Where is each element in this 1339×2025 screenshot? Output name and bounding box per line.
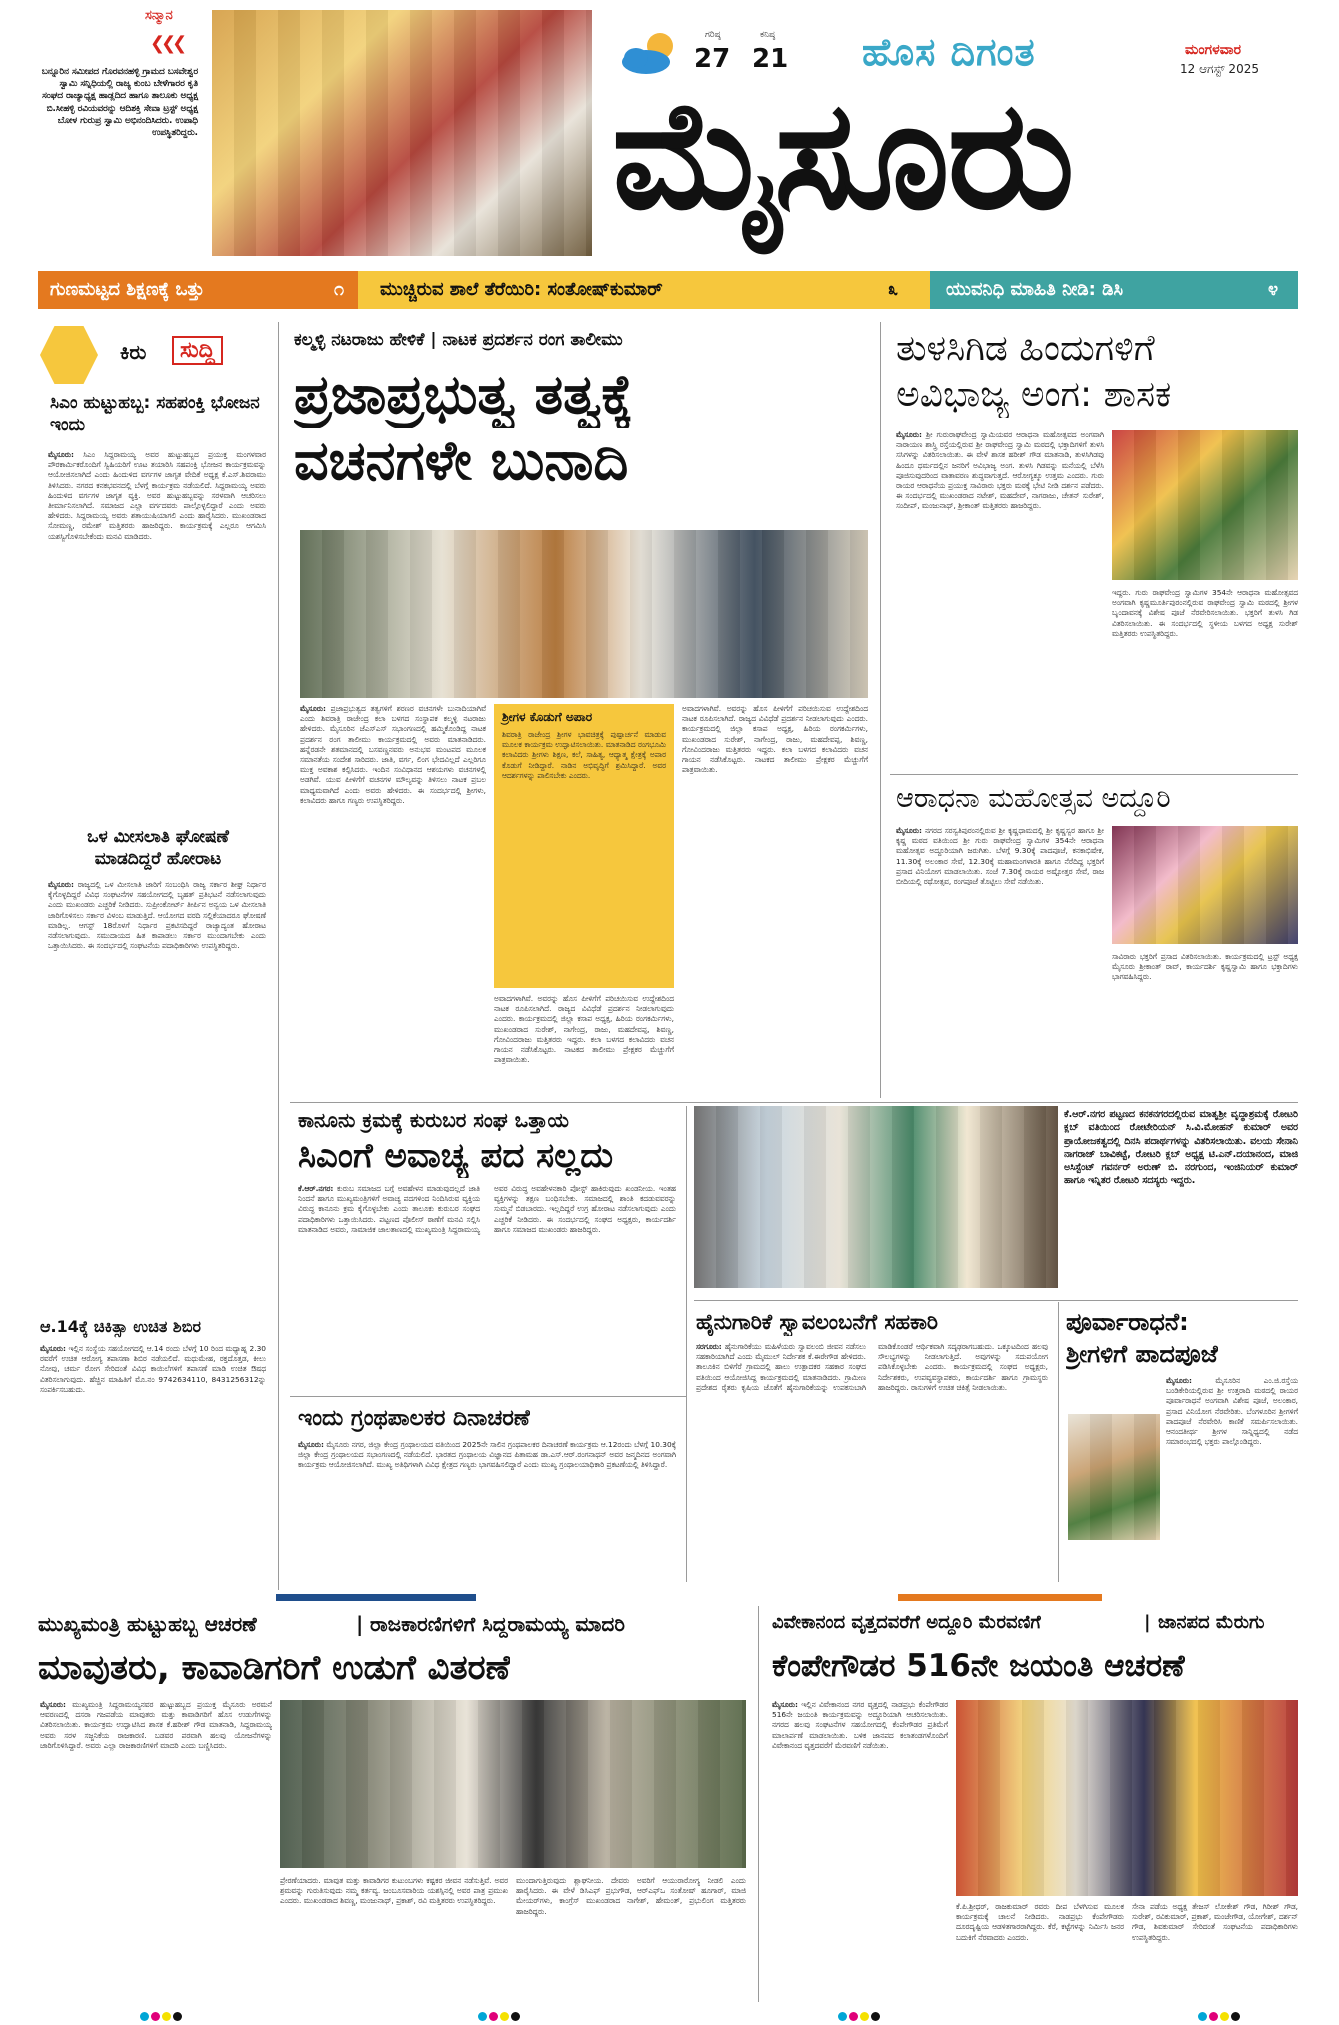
registration-marks: [478, 2006, 520, 2025]
hainugarike-headline: ಹೈನುಗಾರಿಕೆ ಸ್ವಾವಲಂಬನೆಗೆ ಸಹಕಾರಿ: [696, 1310, 939, 1334]
chevron-icon: ❮❮❮: [150, 33, 184, 54]
section-rule: [694, 1300, 1298, 1301]
kuruba-headline: ಸಿಎಂಗೆ ಅವಾಚ್ಯ ಪದ ಸಲ್ಲದು: [298, 1136, 614, 1176]
poorvaradhane-photo: [1068, 1414, 1160, 1540]
teaser-3-text: ಯುವನಿಧಿ ಮಾಹಿತಿ ನೀಡಿ: ಡಿಸಿ: [946, 279, 1123, 300]
lead-body-3-text: ಅವಾದಗಳಾಗಿವೆ. ಅವರನ್ನು ಹೊಸ ಪೀಳಿಗೆಗೆ ಪರಿಚಯಿಸುವ ಉದ್ದೇಶದಿಂದ ನಾಟಕ ರೂಪಿಸಲಾಗಿದೆ. ರಾಜ್ಯದ ವಿವಿಧೆಡೆ ಪ್ರದರ್ಶನ ನೀಡಲಾಗುವುದು ಎಂದರು. ಕಾರ್ಯಕ್ರಮದಲ್ಲಿ ಜಿಲ್ಲಾ ಕಸಾಪ ಅಧ್ಯಕ್ಷ, ಹಿರಿಯ ರಂಗಕರ್ಮಿಗಳು, ಮುಖಂಡರಾದ ಸುರೇಶ್, ನಾಗೇಂದ್ರ, ರಾಜು, ಮಹದೇವಪ್ಪ, ಶಿವಣ್ಣ, ಗೋವಿಂದರಾಜು ಮತ್ತಿತರರು ಇದ್ದರು. ಕಲಾ ಬಳಗದ ಕಲಾವಿದರು ವಚನ ಗಾಯನ ನಡೆಸಿಕೊಟ್ಟರು. ನಾಟಕದ ತಾಲೀಮು ಪ್ರೇಕ್ಷಕರ ಮೆಚ್ಚುಗೆಗೆ ಪಾತ್ರವಾಯಿತು.: [682, 704, 868, 775]
library-body-text: ಮೈಸೂರು ನಗರ, ಜಿಲ್ಲಾ ಕೇಂದ್ರ ಗ್ರಂಥಾಲಯದ ವತಿಯಿಂದ 2025ನೇ ಸಾಲಿನ ಗ್ರಂಥಪಾಲಕರ ದಿನಾಚರಣೆ ಕಾರ್ಯಕ್ರಮ ಆ.12ರಂದು ಬೆಳಗ್ಗೆ 10.30ಕ್ಕೆ ಜಿಲ್ಲಾ ಕೇಂದ್ರ ಗ್ರಂಥಾಲಯದ ಸಭಾಂಗಣದಲ್ಲಿ ನಡೆಯಲಿದೆ. ಭಾರತದ ಗ್ರಂಥಾಲಯ ವಿಜ್ಞಾನದ ಪಿತಾಮಹ ಡಾ.ಎಸ್.ಆರ್.ರಂಗನಾಥನ್ ಅವರ ಜನ್ಮದಿನದ ಅಂಗವಾಗಿ ಕಾರ್ಯಕ್ರಮ ಆಯೋಜಿಸಲಾಗಿದೆ. ಮುಖ್ಯ ಅತಿಥಿಗಳಾಗಿ ವಿವಿಧ ಕ್ಷೇತ್ರದ ಗಣ್ಯರು ಭಾಗವಹಿಸಲಿದ್ದಾರೆ ಎಂದು ಮುಖ್ಯ ಗ್ರಂಥಾಲಯಾಧಿಕಾರಿ ಪ್ರಕಟಣೆಯಲ್ಲಿ ತಿಳಿಸಿದ್ದಾರೆ.: [298, 1440, 676, 1470]
teaser-3[interactable]: [930, 271, 1298, 309]
lead-box: [494, 704, 674, 988]
aradhana-headline: ಆರಾಧನಾ ಮಹೋತ್ಸವ ಅದ್ದೂರಿ: [896, 783, 1171, 814]
hainugarike-body: [696, 1342, 1048, 1580]
registration-marks: [1198, 2006, 1240, 2025]
mavutharu-body-1-text: ಮುಖ್ಯಮಂತ್ರಿ ಸಿದ್ದರಾಮಯ್ಯನವರ ಹುಟ್ಟುಹಬ್ಬದ ಪ್ರಯುಕ್ತ ಮೈಸೂರು ಅರಮನೆ ಆವರಣದಲ್ಲಿ ದಸರಾ ಗಜಪಡೆಯ ಮಾವುತರು ಮತ್ತು ಕಾವಾಡಿಗರಿಗೆ ಹೊಸ ಉಡುಗೆಗಳನ್ನು ವಿತರಿಸಲಾಯಿತು. ಕಾರ್ಯಕ್ರಮ ಉದ್ಘಾಟಿಸಿದ ಶಾಸಕ ಕೆ.ಹರೀಶ್ ಗೌಡ ಮಾತನಾಡಿ, ಸಿದ್ದರಾಮಯ್ಯ ಅವರು ಸರಳ ಸಜ್ಜನಿಕೆಯ ರಾಜಕಾರಣಿ. ಬಡವರ ಪರವಾಗಿ ಹಲವು ಯೋಜನೆಗಳನ್ನು ಜಾರಿಗೊಳಿಸಿದ್ದಾರೆ. ಅವರು ಎಲ್ಲಾ ರಾಜಕಾರಣಿಗಳಿಗೆ ಮಾದರಿ ಎಂದು ಬಣ್ಣಿಸಿದರು.: [40, 1700, 272, 1750]
kempegowda-body-2-text: ಕೆ.ಪಿ.ಶ್ರೀಧರ್, ರಾಜಕುಮಾರ್ ರವರು ದೀಪ ಬೆಳಗಿಸುವ ಮೂಲಕ ಕಾರ್ಯಕ್ರಮಕ್ಕೆ ಚಾಲನೆ ನೀಡಿದರು. ನಾಡಪ್ರಭು ಕೆಂಪೇಗೌಡರು ದೂರದೃಷ್ಟಿಯ ಆಡಳಿತಗಾರರಾಗಿದ್ದರು. ಕೆರೆ, ಕಟ್ಟೆಗಳನ್ನು ನಿರ್ಮಿಸಿ ಜನರ ಬದುಕಿಗೆ ನೆರವಾದರು ಎಂದರು.: [956, 1902, 1124, 1942]
weather-max-label: ಗರಿಷ್ಠ: [705, 30, 721, 40]
kiru-3-title: ಆ.14ಕ್ಕೆ ಚಿಕಿತ್ಸಾ ಉಚಿತ ಶಿಬಿರ: [40, 1317, 201, 1336]
library-body: [298, 1440, 676, 1580]
weather-min-label: ಕನಿಷ್ಠ: [760, 30, 776, 40]
tulasi-side-body: [1112, 588, 1298, 766]
aradhana-body-text: ನಗರದ ಸರಸ್ವತಿಪುರಂನಲ್ಲಿರುವ ಶ್ರೀ ಕೃಷ್ಣಧಾಮದಲ್ಲಿ ಶ್ರೀ ಕೃಷ್ಣಸ್ವರ ಹಾಗೂ ಶ್ರೀ ಕೃಷ್ಣ ಮಠದ ವತಿಯಿಂದ ಶ್ರೀ ಗುರು ರಾಘವೇಂದ್ರ ಸ್ವಾಮಿಗಳ 354ನೇ ಆರಾಧನಾ ಮಹೋತ್ಸವ ಅದ್ದೂರಿಯಾಗಿ ಜರುಗಿತು. ಬೆಳಗ್ಗೆ 9.30ಕ್ಕೆ ಪಾದಪೂಜೆ, ಕನಕಾಭಿಷೇಕ, 11.30ಕ್ಕೆ ಅಲಂಕಾರ ಸೇವೆ, 12.30ಕ್ಕೆ ಮಹಾಮಂಗಳಾರತಿ ಹಾಗೂ ನೆರೆದಿದ್ದ ಭಕ್ತರಿಗೆ ಪ್ರಸಾದ ವಿನಿಯೋಗ ಮಾಡಲಾಯಿತು. ಸಂಜೆ 7.30ಕ್ಕೆ ರಾಯರ ಅಷ್ಟೋತ್ತರ ಸೇವೆ, ರಾಜ ಬೀದಿಯಲ್ಲಿ ರಥೋತ್ಸವ, ರಂಗಪೂಜೆ ತೊಟ್ಟಿಲು ಸೇವೆ ನಡೆಯಿತು.: [896, 826, 1104, 887]
registration-marks: [140, 2006, 182, 2025]
library-headline: ಇಂದು ಗ್ರಂಥಪಾಲಕರ ದಿನಾಚರಣೆ: [298, 1406, 530, 1431]
kiru-3-text: ಇಲ್ಲಿನ ಸಂಸ್ಥೆಯ ಸಹಯೋಗದಲ್ಲಿ ಆ.14 ರಂದು ಬೆಳಗ್ಗೆ 10 ರಿಂದ ಮಧ್ಯಾಹ್ನ 2.30 ರವರೆಗೆ ಉಚಿತ ಆರೋಗ್ಯ ತಪಾಸಣಾ ಶಿಬಿರ ನಡೆಯಲಿದೆ. ಮಧುಮೇಹ, ರಕ್ತದೊತ್ತಡ, ಕೀಲು ನೋವು, ಚರ್ಮ ರೋಗ ಸೇರಿದಂತೆ ವಿವಿಧ ಕಾಯಿಲೆಗಳಿಗೆ ತಪಾಸಣೆ ಮಾಡಿ ಉಚಿತ ಔಷಧ ವಿತರಿಸಲಾಗುವುದು. ಹೆಚ್ಚಿನ ಮಾಹಿತಿಗೆ ಮೊ.ನಂ 9742634110, 8431256312ನ್ನು ಸಂಪರ್ಕಿಸಬಹುದು.: [40, 1344, 266, 1394]
poorvaradhane-body: [1166, 1376, 1298, 1580]
aradhana-photo: [1112, 826, 1298, 944]
aradhana-side-body: [1112, 952, 1298, 1096]
kiru-2-body: [48, 880, 266, 1304]
tulasi-headline-2: ಅವಿಭಾಜ್ಯ ಅಂಗ: ಶಾಸಕ: [896, 374, 1172, 415]
kuruba-body: [298, 1184, 676, 1376]
kiru-3-body: [40, 1344, 266, 1564]
kiru-2-place: ಮೈಸೂರು:: [48, 880, 74, 889]
section-rule: [290, 1396, 686, 1397]
aradhana-side-text: ಸಾವಿರಾರು ಭಕ್ತರಿಗೆ ಪ್ರಸಾದ ವಿತರಿಸಲಾಯಿತು. ಕಾರ್ಯಕ್ರಮದಲ್ಲಿ ಟ್ರಸ್ಟ್ ಅಧ್ಯಕ್ಷ ಮೈಸೂರು ಶ್ರೀಕಾಂತ್ ರಾವ್, ಕಾರ್ಯದರ್ಶಿ ಕೃಷ್ಣಸ್ವಾಮಿ ಹಾಗೂ ಭಕ್ತಾದಿಗಳು ಭಾಗವಹಿಸಿದ್ದರು.: [1112, 952, 1298, 982]
poorvaradhane-headline-2: ಶ್ರೀಗಳಿಗೆ ಪಾದಪೂಜೆ: [1066, 1340, 1218, 1368]
kiru-logo-a: ಕಿರು: [120, 340, 147, 364]
tulasi-place: ಮೈಸೂರು:: [896, 430, 922, 439]
mavutharu-headline: ಮಾವುತರು, ಕಾವಾಡಿಗರಿಗೆ ಉಡುಗೆ ವಿತರಣೆ: [38, 1648, 511, 1688]
section-rule: [890, 774, 1298, 775]
poorvaradhane-body-text: ಮೈಸೂರಿನ ಎಂ.ಜಿ.ರಸ್ತೆಯ ಬಂಡಿಕೇರಿಯಲ್ಲಿರುವ ಶ್ರೀ ಉತ್ತರಾದಿ ಮಠದಲ್ಲಿ ರಾಯರ ಪೂರ್ವಾರಾಧನೆ ಅಂಗವಾಗಿ ವಿಶೇಷ ಪೂಜೆ, ಅಲಂಕಾರ, ಪ್ರಸಾದ ವಿನಿಯೋಗ ನೆರವೇರಿತು. ಬೆಂಗಳೂರಿನ ಶ್ರೀಗಳಿಗೆ ಪಾದಪೂಜೆ ನೆರವೇರಿಸಿ ಕಾಣಿಕೆ ಸಮರ್ಪಿಸಲಾಯಿತು. ಆನಂದತೀರ್ಥ ಶ್ರೀಗಳ ಸಾನ್ನಿಧ್ಯದಲ್ಲಿ ನಡೆದ ಸಮಾರಂಭದಲ್ಲಿ ಭಕ್ತರು ಪಾಲ್ಗೊಂಡಿದ್ದರು.: [1166, 1376, 1298, 1447]
aradhana-body: [896, 826, 1104, 1096]
ear-caption: ಬನ್ನೂರಿನ ಸಮೀಪದ ಗೊರವನಹಳ್ಳಿ ಗ್ರಾಮದ ಬಸವೇಶ್ವರ ಸ್ವಾಮಿ ಸನ್ನಿಧಿಯಲ್ಲಿ ರಾಜ್ಯ ಕುಂಬ ಬೇಳೆಗಾರರ ಕೃತಿ ಸಂಘದ ರಾಜ್ಯಾಧ್ಯಕ್ಷ ಹಾಡ್ಲದಿದ ಹಾಗೂ ತಾಲೂಕು ಅಧ್ಯಕ್ಷ ಬಿ.ಸೀಹಳ್ಳಿ ರವಿಯವರನ್ನು ಆದಿಶಕ್ತಿ ಸೇವಾ ಟ್ರಸ್ಟ್ ಅಧ್ಯಕ್ಷ ಬೋಳ ಗುರುಪ್ರ ಸ್ವಾಮಿ ಅಭಿನಂದಿಸಿದರು. ಉಪಾಧಿ ಉಪಸ್ಥಿತರಿದ್ದರು.: [41, 67, 198, 139]
mavutharu-kicker-a: ಮುಖ್ಯಮಂತ್ರಿ ಹುಟ್ಟುಹಬ್ಬ ಆಚರಣೆ: [38, 1612, 257, 1636]
kempegowda-body-1: [772, 1700, 948, 2000]
poorvaradhane-place: ಮೈಸೂರು:: [1166, 1376, 1192, 1385]
hand-icon: [40, 326, 98, 384]
tulasi-photo: [1112, 430, 1298, 580]
teaser-3-page: ೪: [1268, 279, 1279, 300]
brand-logo: ಹೊಸ ದಿಗಂತ: [862, 30, 1036, 74]
kuruba-place: ಕೆ.ಆರ್.ನಗರ:: [298, 1184, 334, 1193]
mavutharu-body-3-text: ಮುಂದಾಗುತ್ತಿರುವುದು ಶ್ಲಾಘನೀಯ. ದೇವರು ಅವರಿಗೆ ಆಯುರಾರೋಗ್ಯ ನೀಡಲಿ ಎಂದು ಹಾರೈಸಿದರು. ಈ ವೇಳೆ ಡಿಸಿಎಫ್ ಪ್ರಭುಗೌಡ, ಆರ್‌ಎಫ್‌ಒ ಸಂತೋಷ್ ಹೂಗಾರ್, ಮಾಜಿ ಮೇಯರ್‌ಗಳು, ಕಾಂಗ್ರೆಸ್ ಮುಖಂಡರಾದ ನಾಗೇಶ್, ಹೇಮಂತ್, ಪ್ರಭುಲಿಂಗ ಮತ್ತಿತರರು ಹಾಜರಿದ್ದರು.: [516, 1876, 746, 1916]
column-rule: [278, 322, 279, 1590]
mavutharu-place: ಮೈಸೂರು:: [40, 1700, 66, 1709]
registration-marks: [838, 2006, 880, 2025]
mavutharu-kicker-sep: |: [356, 1612, 364, 1636]
kempegowda-body-1-text: ಇಲ್ಲಿನ ವಿವೇಕಾನಂದ ನಗರ ವೃತ್ತದಲ್ಲಿ ನಾಡಪ್ರಭು ಕೆಂಪೇಗೌಡರ 516ನೇ ಜಯಂತಿ ಕಾರ್ಯಕ್ರಮವನ್ನು ಅದ್ದೂರಿಯಾಗಿ ಆಚರಿಸಲಾಯಿತು. ನಗರದ ಹಲವು ಸಂಘಟನೆಗಳ ಸಹಯೋಗದಲ್ಲಿ ಕೆಂಪೇಗೌಡರ ಪ್ರತಿಮೆಗೆ ಮಾಲಾರ್ಪಣೆ ಮಾಡಲಾಯಿತು. ಬಳಿಕ ಜಾನಪದ ಕಲಾತಂಡಗಳೊಂದಿಗೆ ವಿವೇಕಾನಂದ ವೃತ್ತದವರೆಗೆ ಮೆರವಣಿಗೆ ನಡೆಯಿತು.: [772, 1700, 948, 1750]
lead-body-3: [682, 704, 868, 1092]
lead-photo: [300, 530, 868, 698]
kempegowda-kicker-b: ಜಾನಪದ ಮೆರುಗು: [1158, 1612, 1265, 1633]
mavutharu-photo: [280, 1700, 746, 1868]
kuruba-kicker: ಕಾನೂನು ಕ್ರಮಕ್ಕೆ ಕುರುಬರ ಸಂಘ ಒತ್ತಾಯ: [298, 1108, 569, 1132]
divider-bar: [898, 1594, 1102, 1601]
lead-body-1: [300, 704, 486, 1092]
city-title: ಮೈಸೂರು: [612, 69, 1073, 243]
lead-body-2-text: ಅವಾದಗಳಾಗಿವೆ. ಅವರನ್ನು ಹೊಸ ಪೀಳಿಗೆಗೆ ಪರಿಚಯಿಸುವ ಉದ್ದೇಶದಿಂದ ನಾಟಕ ರೂಪಿಸಲಾಗಿದೆ. ರಾಜ್ಯದ ವಿವಿಧೆಡೆ ಪ್ರದರ್ಶನ ನೀಡಲಾಗುವುದು ಎಂದರು. ಕಾರ್ಯಕ್ರಮದಲ್ಲಿ ಜಿಲ್ಲಾ ಕಸಾಪ ಅಧ್ಯಕ್ಷ, ಹಿರಿಯ ರಂಗಕರ್ಮಿಗಳು, ಮುಖಂಡರಾದ ಸುರೇಶ್, ನಾಗೇಂದ್ರ, ರಾಜು, ಮಹದೇವಪ್ಪ, ಶಿವಣ್ಣ, ಗೋವಿಂದರಾಜು ಮತ್ತಿತರರು ಇದ್ದರು. ಕಲಾ ಬಳಗದ ಕಲಾವಿದರು ವಚನ ಗಾಯನ ನಡೆಸಿಕೊಟ್ಟರು. ನಾಟಕದ ತಾಲೀಮು ಪ್ರೇಕ್ಷಕರ ಮೆಚ್ಚುಗೆಗೆ ಪಾತ್ರವಾಯಿತು.: [494, 994, 674, 1065]
kiru-2-text: ರಾಜ್ಯದಲ್ಲಿ ಒಳ ಮೀಸಲಾತಿ ಜಾರಿಗೆ ಸಂಬಂಧಿಸಿ ರಾಜ್ಯ ಸರ್ಕಾರ ಶೀಘ್ರ ನಿರ್ಧಾರ ಕೈಗೊಳ್ಳದಿದ್ದರೆ ವಿವಿಧ ಸಂಘಟನೆಗಳ ಸಹಯೋಗದಲ್ಲಿ ಬೃಹತ್ ಪ್ರತಿಭಟನೆ ನಡೆಸಲಾಗುವುದು ಎಂದು ಮುಖಂಡರು ಎಚ್ಚರಿಕೆ ನೀಡಿದರು. ಸುಪ್ರೀಂಕೋರ್ಟ್ ತೀರ್ಪಿನ ಅನ್ವಯ ಒಳ ಮೀಸಲಾತಿ ಜಾರಿಗೊಳಿಸಲು ಸರ್ಕಾರ ವಿಳಂಬ ಮಾಡುತ್ತಿದೆ. ಆಯೋಗದ ವರದಿ ಸಲ್ಲಿಕೆಯಾದರೂ ಘೋಷಣೆ ಮಾಡಿಲ್ಲ. ಆಗಸ್ಟ್ 18ರೊಳಗೆ ನಿರ್ಧಾರ ಪ್ರಕಟಿಸದಿದ್ದರೆ ರಾಜ್ಯಾದ್ಯಂತ ಹೋರಾಟ ನಡೆಸಲಾಗುವುದು. ಸಮುದಾಯದ ಹಿತ ಕಾಪಾಡಲು ಸರ್ಕಾರ ಮುಂದಾಗಬೇಕು ಎಂದು ಒತ್ತಾಯಿಸಿದರು. ಈ ಸಂದರ್ಭದಲ್ಲಿ ಸಂಘಟನೆಯ ಪದಾಧಿಕಾರಿಗಳು ಉಪಸ್ಥಿತರಿದ್ದರು.: [48, 880, 266, 951]
mavutharu-body-2: [280, 1876, 508, 2000]
day-label: ಮಂಗಳವಾರ: [1185, 42, 1242, 58]
lead-place: ಮೈಸೂರು:: [300, 704, 326, 713]
kiru-1-title: ಸಿಎಂ ಹುಟ್ಟುಹಬ್ಬ: ಸಹಪಂಕ್ತಿ ಭೋಜನ ಇಂದು: [50, 393, 260, 435]
column-rule: [686, 1106, 687, 1582]
kempegowda-kicker-sep: |: [1144, 1612, 1151, 1633]
poorvaradhane-headline-1: ಪೂರ್ವಾರಾಧನೆ:: [1066, 1308, 1189, 1336]
library-place: ಮೈಸೂರು:: [298, 1440, 324, 1449]
mavutharu-body-1: [40, 1700, 272, 2000]
lead-headline-2: ವಚನಗಳೇ ಬುನಾದಿ: [294, 429, 629, 492]
kempegowda-body-3-text: ಸೇನಾ ಪಡೆಯ ಅಧ್ಯಕ್ಷ ತೇಜಸ್ ಲೋಕೇಶ್ ಗೌಡ, ಗಿರೀಶ್ ಗೌಡ, ಸುರೇಶ್, ರವಿಕುಮಾರ್, ಪ್ರಕಾಶ್, ಮಂಜೇಗೌಡ, ಯೋಗೇಶ್, ದರ್ಶನ್ ಗೌಡ, ಶಿವಕುಮಾರ್ ಸೇರಿದಂತೆ ಸಂಘಟನೆಯ ಪದಾಧಿಕಾರಿಗಳು ಉಪಸ್ಥಿತರಿದ್ದರು.: [1132, 1902, 1298, 1942]
kempegowda-body-2: [956, 1902, 1124, 2000]
kiru-logo: [40, 326, 264, 384]
tulasi-body: [896, 430, 1104, 766]
tulasi-body-text: ಶ್ರೀ ಗುರುರಾಘವೇಂದ್ರ ಸ್ವಾಮಿಯವರ ಆರಾಧನಾ ಮಹೋತ್ಸವದ ಅಂಗವಾಗಿ ನಾರಾಯಣ ಶಾಸ್ತ್ರಿ ರಸ್ತೆಯಲ್ಲಿರುವ ಶ್ರೀ ರಾಘವೇಂದ್ರ ಸ್ವಾಮಿ ಮಠದಲ್ಲಿ ಭಕ್ತಾದಿಗಳಿಗೆ ತುಳಸಿ ಸಸಿಗಳನ್ನು ವಿತರಿಸಲಾಯಿತು. ಈ ವೇಳೆ ಶಾಸಕ ಹರೀಶ್ ಗೌಡ ಮಾತನಾಡಿ, ತುಳಸಿಗಿಡವು ಹಿಂದೂ ಧರ್ಮದಲ್ಲಿನ ಜನರಿಗೆ ಅವಿಭಾಜ್ಯ ಅಂಗ. ತುಳಸಿ ಗಿಡವನ್ನು ಮನೆಯಲ್ಲಿ ಬೆಳೆಸಿ ಪೂಜಿಸುವುದರಿಂದ ವಾತಾವರಣ ಶುದ್ಧವಾಗುತ್ತದೆ. ಆರೋಗ್ಯಕ್ಕೂ ಉತ್ತಮ ಎಂದರು. ಗುರು ರಾಯರ ಆರಾಧನೆಯ ಪ್ರಯುಕ್ತ ಸಾವಿರಾರು ಭಕ್ತರು ಮಠಕ್ಕೆ ಭೇಟಿ ನೀಡಿ ದರ್ಶನ ಪಡೆದರು. ಈ ಸಂದರ್ಭದಲ್ಲಿ ಮುಖಂಡರಾದ ನಟೇಶ್, ಮಹದೇವ್, ನಾಗರಾಜು, ಚೇತನ್ ಸುರೇಶ್, ಸಂದೀಪ್, ಮಂಜುನಾಥ್, ಶ್ರೀಕಾಂತ್ ಮತ್ತಿತರರು ಹಾಜರಿದ್ದರು.: [896, 430, 1104, 511]
kiru-logo-b: ಸುದ್ದಿ: [172, 336, 223, 365]
kiru-1-text: ಸಿಎಂ ಸಿದ್ದರಾಮಯ್ಯ ಅವರ ಹುಟ್ಟುಹಬ್ಬದ ಪ್ರಯುಕ್ತ ಮಂಗಳವಾರ ಪೌರಕಾರ್ಮಿಕರೊಂದಿಗೆ ಸ್ವಿಹಿಯರಿಗೆ ಊಟ ತಯಾರಿಸಿ ಸಹಪಂಕ್ತಿ ಭೋಜನ ಕಾರ್ಯಕ್ರಮವನ್ನು ಆಯೋಜಿಸಲಾಗಿದೆ ಎಂದು ಹಿಂದುಳಿದ ವರ್ಗಗಳ ಜಾಗೃತ ವೇದಿಕೆ ಅಧ್ಯಕ್ಷ ಕೆ.ಎಸ್.ಶಿವರಾಮು ತಿಳಿಸಿದರು. ನಗರದ ಕನಕಭವನದಲ್ಲಿ ಬೆಳಗ್ಗೆ ಕಾರ್ಯಕ್ರಮ ನಡೆಯಲಿದೆ. ಸಿದ್ದರಾಮಯ್ಯ ಅವರು ಹಿಂದುಳಿದ ವರ್ಗಗಳ ಜಾಗೃತ ವ್ಯಕ್ತಿ. ಅವರ ಹುಟ್ಟುಹಬ್ಬವನ್ನು ಸರಳವಾಗಿ ಆಚರಿಸಲು ತೀರ್ಮಾನಿಸಲಾಗಿದೆ. ಸಮಾಜದ ಎಲ್ಲಾ ವರ್ಗದವರು ಪಾಲ್ಗೊಳ್ಳಲಿದ್ದಾರೆ ಎಂದು ಅವರು ಹೇಳಿದರು. ಸಿದ್ದರಾಮಯ್ಯ ಅವರು ಶತಾಯುಷಿಯಾಗಲಿ ಎಂದು ಹಾರೈಸಿದರು. ಮುಖಂಡರಾದ ಸೋಮಣ್ಣ, ರಮೇಶ್ ಮತ್ತಿತರರು ಹಾಜರಿದ್ದರು. ಕಾರ್ಯಕ್ರಮಕ್ಕೆ ಎಲ್ಲರೂ ಆಗಮಿಸಿ ಯಶಸ್ವಿಗೊಳಿಸಬೇಕೆಂದು ಮನವಿ ಮಾಡಿದರು.: [48, 450, 266, 541]
teaser-2-page: ೩: [888, 279, 899, 300]
aradhana-place: ಮೈಸೂರು:: [896, 826, 922, 835]
kiru-1-place: ಮೈಸೂರು:: [48, 450, 74, 459]
hainugarike-body-text: ಹೈನುಗಾರಿಕೆಯು ಮಹಿಳೆಯರು ಸ್ವಾವಲಂಬಿ ಜೀವನ ನಡೆಸಲು ಸಹಕಾರಿಯಾಗಿದೆ ಎಂದು ಮೈಮುಲ್ ನಿರ್ದೇಶಕ ಕೆ.ಈರೇಗೌಡ ಹೇಳಿದರು. ತಾಲೂಕಿನ ಬಿಳಿಗೆರೆ ಗ್ರಾಮದಲ್ಲಿ ಹಾಲು ಉತ್ಪಾದಕರ ಸಹಕಾರ ಸಂಘದ ವತಿಯಿಂದ ಆಯೋಜಿಸಿದ್ದ ಕಾರ್ಯಕ್ರಮದಲ್ಲಿ ಮಾತನಾಡಿದರು. ಗ್ರಾಮೀಣ ಪ್ರದೇಶದ ರೈತರು ಕೃಷಿಯ ಜೊತೆಗೆ ಹೈನುಗಾರಿಕೆಯನ್ನು ಉಪಕಸುಬಾಗಿ ಮಾಡಿಕೊಂಡರೆ ಆರ್ಥಿಕವಾಗಿ ಸದೃಢರಾಗಬಹುದು. ಒಕ್ಕೂಟದಿಂದ ಹಲವು ಸೌಲಭ್ಯಗಳನ್ನು ನೀಡಲಾಗುತ್ತಿದೆ. ಅವುಗಳನ್ನು ಸದುಪಯೋಗ ಪಡಿಸಿಕೊಳ್ಳಬೇಕು ಎಂದರು. ಕಾರ್ಯಕ್ರಮದಲ್ಲಿ ಸಂಘದ ಅಧ್ಯಕ್ಷರು, ನಿರ್ದೇಶಕರು, ಉಪವ್ಯವಸ್ಥಾಪಕರು, ಕಾರ್ಯದರ್ಶಿ ಹಾಗೂ ಗ್ರಾಮಸ್ಥರು ಹಾಜರಿದ್ದರು. ರಾಸುಗಳಿಗೆ ಉಚಿತ ಚಿಕಿತ್ಸೆ ನೀಡಲಾಯಿತು.: [696, 1342, 1048, 1392]
kuruba-body-text: ಕುರುಬ ಸಮಾಜದ ಬಗ್ಗೆ ಅವಹೇಳನ ಮಾಡುವುದಲ್ಲದೆ ಜಾತಿ ನಿಂದನೆ ಹಾಗೂ ಮುಖ್ಯಮಂತ್ರಿಗಳಿಗೆ ಅವಾಚ್ಯ ಪದಗಳಿಂದ ನಿಂದಿಸಿರುವ ವ್ಯಕ್ತಿಯ ವಿರುದ್ಧ ಕಾನೂನು ಕ್ರಮ ಕೈಗೊಳ್ಳಬೇಕು ಎಂದು ತಾಲೂಕು ಕುರುಬರ ಸಂಘದ ಪದಾಧಿಕಾರಿಗಳು ಒತ್ತಾಯಿಸಿದರು. ಪಟ್ಟಣದ ಪೊಲೀಸ್ ಠಾಣೆಗೆ ಮನವಿ ಸಲ್ಲಿಸಿ ಮಾತನಾಡಿದ ಅವರು, ಸಾಮಾಜಿಕ ಜಾಲತಾಣದಲ್ಲಿ ಮುಖ್ಯಮಂತ್ರಿ ಸಿದ್ದರಾಮಯ್ಯ ಅವರ ವಿರುದ್ಧ ಅವಹೇಳನಕಾರಿ ಪೋಸ್ಟ್ ಹಾಕಿರುವುದು ಖಂಡನೀಯ. ಇಂತಹ ವ್ಯಕ್ತಿಗಳನ್ನು ತಕ್ಷಣ ಬಂಧಿಸಬೇಕು. ಸಮಾಜದಲ್ಲಿ ಶಾಂತಿ ಕದಡುವವರನ್ನು ಸುಮ್ಮನೆ ಬಿಡಬಾರದು. ಇಲ್ಲದಿದ್ದರೆ ಉಗ್ರ ಹೋರಾಟ ನಡೆಸಲಾಗುವುದು ಎಂದು ಎಚ್ಚರಿಕೆ ನೀಡಿದರು. ಈ ಸಂದರ್ಭದಲ್ಲಿ ಸಂಘದ ಅಧ್ಯಕ್ಷರು, ಕಾರ್ಯದರ್ಶಿ ಹಾಗೂ ಸಮಾಜದ ಮುಖಂಡರು ಹಾಜರಿದ್ದರು.: [298, 1184, 676, 1234]
teaser-1-text: ಗುಣಮಟ್ಟದ ಶಿಕ್ಷಣಕ್ಕೆ ಒತ್ತು: [50, 279, 205, 300]
kempegowda-kicker-a: ವಿವೇಕಾನಂದ ವೃತ್ತದವರೆಗೆ ಅದ್ದೂರಿ ಮೆರವಣಿಗೆ: [772, 1612, 1041, 1633]
kempegowda-place: ಮೈಸೂರು:: [772, 1700, 798, 1709]
rotary-photo: [694, 1106, 1058, 1288]
lead-kicker: ಕಲ್ಮಳ್ಳಿ ನಟರಾಜು ಹೇಳಿಕೆ | ನಾಟಕ ಪ್ರದರ್ಶನ ರಂಗ ತಾಲೀಮು: [294, 330, 623, 350]
mavutharu-body-3: [516, 1876, 746, 2000]
kiru-1-body: [48, 450, 266, 814]
lead-body-2: [494, 994, 674, 1092]
tulasi-side-text: ಇದ್ದರು. ಗುರು ರಾಘವೇಂದ್ರ ಸ್ವಾಮಿಗಳ 354ನೇ ಆರಾಧನಾ ಮಹೋತ್ಸವದ ಅಂಗವಾಗಿ ಕೃಷ್ಣಮೂರ್ತಿಪುರಂನಲ್ಲಿರುವ ರಾಘವೇಂದ್ರ ಸ್ವಾಮಿ ಮಠದಲ್ಲಿ ಶ್ರೀಗಳ ಬೃಂದಾವನಕ್ಕೆ ವಿಶೇಷ ಪೂಜೆ ನೆರವೇರಿಸಲಾಯಿತು. ಭಕ್ತರಿಗೆ ತುಳಸಿ ಗಿಡ ವಿತರಿಸಲಾಯಿತು. ಈ ಸಂದರ್ಭದಲ್ಲಿ ಸ್ಥಳೀಯ ಬಳಗದ ಅಧ್ಯಕ್ಷ ಸುರೇಶ್ ಮತ್ತಿತರರು ಉಪಸ್ಥಿತರಿದ್ದರು.: [1112, 588, 1298, 638]
date-label: 12 ಆಗಸ್ಟ್ 2025: [1180, 62, 1259, 76]
teaser-2[interactable]: [358, 271, 930, 309]
ear-photo: [212, 10, 592, 256]
teaser-2-text: ಮುಚ್ಚಿರುವ ಶಾಲೆ ತೆರೆಯಿರಿ: ಸಂತೋಷ್‌ಕುಮಾರ್: [380, 279, 663, 300]
hainugarike-place: ಸರಗೂರು:: [696, 1342, 722, 1351]
lead-headline-1: ಪ್ರಜಾಪ್ರಭುತ್ವ ತತ್ವಕ್ಕೆ: [294, 363, 633, 426]
column-rule: [1058, 1302, 1059, 1582]
ear-label: ಸನ್ಮಾನ: [145, 8, 173, 23]
weather-min: 21: [752, 44, 789, 74]
divider-bar: [276, 1594, 476, 1601]
kempegowda-photo: [956, 1700, 1298, 1896]
section-rule: [290, 1102, 1298, 1103]
tulasi-headline-1: ತುಳಸಿಗಿಡ ಹಿಂದುಗಳಿಗೆ: [896, 328, 1155, 369]
mavutharu-body-2-text: ಪ್ರೇರಣೆಯಾದರು. ಮಾವುತ ಮತ್ತು ಕಾವಾಡಿಗರ ಕುಟುಂಬಗಳು ಕಷ್ಟಕರ ಜೀವನ ನಡೆಸುತ್ತಿವೆ. ಅವರ ಶ್ರಮವನ್ನು ಗುರುತಿಸುವುದು ನಮ್ಮ ಕರ್ತವ್ಯ. ಜಂಬೂಸವಾರಿಯ ಯಶಸ್ಸಿನಲ್ಲಿ ಅವರ ಪಾತ್ರ ಪ್ರಮುಖ ಎಂದರು. ಮುಖಂಡರಾದ ಶಿವಣ್ಣ, ಮಂಜುನಾಥ್, ಪ್ರಕಾಶ್, ರವಿ ಮತ್ತಿತರರು ಉಪಸ್ಥಿತರಿದ್ದರು.: [280, 1876, 508, 1906]
kempegowda-headline: ಕೆಂಪೇಗೌಡರ 516ನೇ ಜಯಂತಿ ಆಚರಣೆ: [772, 1648, 1185, 1684]
weather-max: 27: [694, 44, 731, 74]
mavutharu-kicker-b: ರಾಜಕಾರಣಿಗಳಿಗೆ ಸಿದ್ದರಾಮಯ್ಯ ಮಾದರಿ: [370, 1612, 625, 1636]
kempegowda-body-3: [1132, 1902, 1298, 2000]
kiru-2-title: ಒಳ ಮೀಸಲಾತಿ ಘೋಷಣೆ ಮಾಡದಿದ್ದರೆ ಹೋರಾಟ: [87, 827, 229, 869]
lead-box-body: ಶಿವರಾತ್ರಿ ರಾಜೇಂದ್ರ ಶ್ರೀಗಳ ಭಾವಚಿತ್ರಕ್ಕೆ ಪುಷ್ಪಾರ್ಚನೆ ಮಾಡುವ ಮೂಲಕ ಕಾರ್ಯಕ್ರಮ ಉದ್ಘಾಟಿಸಲಾಯಿತು. ಮಾತನಾಡಿದ ರಂಗಭೂಮಿ ಕಲಾವಿದರು ಶ್ರೀಗಳು ಶಿಕ್ಷಣ, ಕಲೆ, ಸಾಹಿತ್ಯ, ಆಧ್ಯಾತ್ಮ ಕ್ಷೇತ್ರಕ್ಕೆ ಅಪಾರ ಕೊಡುಗೆ ನೀಡಿದ್ದಾರೆ. ನಾಡಿನ ಅಭಿವೃದ್ಧಿಗೆ ಶ್ರಮಿಸಿದ್ದಾರೆ. ಅವರ ಆದರ್ಶಗಳನ್ನು ಪಾಲಿಸಬೇಕು ಎಂದರು.: [502, 730, 666, 780]
column-rule: [880, 322, 881, 1098]
kiru-3-place: ಮೈಸೂರು:: [40, 1344, 66, 1353]
lead-box-title: ಶ್ರೀಗಳ ಕೊಡುಗೆ ಅಪಾರ: [502, 710, 593, 724]
column-rule: [758, 1606, 759, 2002]
lead-body-1-text: ಪ್ರಜಾಪ್ರಭುತ್ವದ ತತ್ವಗಳಿಗೆ ಶರಣರ ವಚನಗಳೇ ಬುನಾದಿಯಾಗಿವೆ ಎಂದು ಶಿವರಾತ್ರಿ ರಾಜೇಂದ್ರ ಕಲಾ ಬಳಗದ ಸಂಸ್ಥಾಪಕ ಕಲ್ಮಳ್ಳಿ ನಟರಾಜು ಹೇಳಿದರು. ಮೈಸೂರಿನ ಜೆಎಸ್‌ಎಸ್ ಸಭಾಂಗಣದಲ್ಲಿ ಹಮ್ಮಿಕೊಂಡಿದ್ದ ನಾಟಕ ಪ್ರದರ್ಶನ ರಂಗ ತಾಲೀಮು ಕಾರ್ಯಕ್ರಮದಲ್ಲಿ ಅವರು ಮಾತನಾಡಿದರು. ಹನ್ನೆರಡನೇ ಶತಮಾನದಲ್ಲಿ ಬಸವಣ್ಣನವರು ಅನುಭವ ಮಂಟಪದ ಮೂಲಕ ಸಮಾನತೆಯ ಸಂದೇಶ ಸಾರಿದರು. ಜಾತಿ, ವರ್ಗ, ಲಿಂಗ ಭೇದವಿಲ್ಲದೆ ಎಲ್ಲರಿಗೂ ಮುಕ್ತ ಅವಕಾಶ ಕಲ್ಪಿಸಿದರು. ಇಂದಿನ ಸಂವಿಧಾನದ ಆಶಯಗಳು ವಚನಗಳಲ್ಲಿ ಅಡಗಿವೆ. ಯುವ ಪೀಳಿಗೆಗೆ ವಚನಗಳ ಮೌಲ್ಯವನ್ನು ತಿಳಿಸಲು ನಾಟಕ ಪ್ರಬಲ ಮಾಧ್ಯಮವಾಗಿದೆ ಎಂದು ಅವರು ಹೇಳಿದರು. ಈ ಸಂದರ್ಭದಲ್ಲಿ ಶ್ರೀಗಳು, ಕಲಾವಿದರು ಹಾಗೂ ಗಣ್ಯರು ಉಪಸ್ಥಿತರಿದ್ದರು.: [300, 704, 486, 805]
teaser-1[interactable]: [38, 271, 358, 309]
rotary-caption: ಕೆ.ಆರ್.ನಗರ ಪಟ್ಟಣದ ಕನಕನಗರದಲ್ಲಿರುವ ಮಾತೃಶ್ರೀ ವೃದ್ಧಾಶ್ರಮಕ್ಕೆ ರೋಟರಿ ಕ್ಲಬ್ ವತಿಯಿಂದ ರೋಟೇರಿಯನ್ ಸಿ.ವಿ.ಮೋಹನ್ ಕುಮಾರ್ ಅವರ ಪ್ರಾಯೋಜಕತ್ವದಲ್ಲಿ ದಿನಸಿ ಪದಾರ್ಥಗಳನ್ನು ವಿತರಿಸಲಾಯಿತು. ವಲಯ ಸೇನಾನಿ ನಾಗರಾಜ್ ಬಾವಿಕಟ್ಟೆ, ರೋಟರಿ ಕ್ಲಬ್ ಅಧ್ಯಕ್ಷ ಟಿ.ಎನ್.ದಯಾನಂದ, ಮಾಜಿ ಅಸಿಸ್ಟೆಂಟ್ ಗವರ್ನರ್ ಅರುಣ್ ಬಿ. ನರಗುಂದ, ಇಂಜಿನಿಯರ್ ಕುಮಾರ್ ಹಾಗೂ ಇನ್ನಿತರ ರೋಟರಿ ಸದಸ್ಯರು ಇದ್ದರು.: [1064, 1109, 1298, 1187]
teaser-1-page: ೧: [334, 279, 345, 300]
